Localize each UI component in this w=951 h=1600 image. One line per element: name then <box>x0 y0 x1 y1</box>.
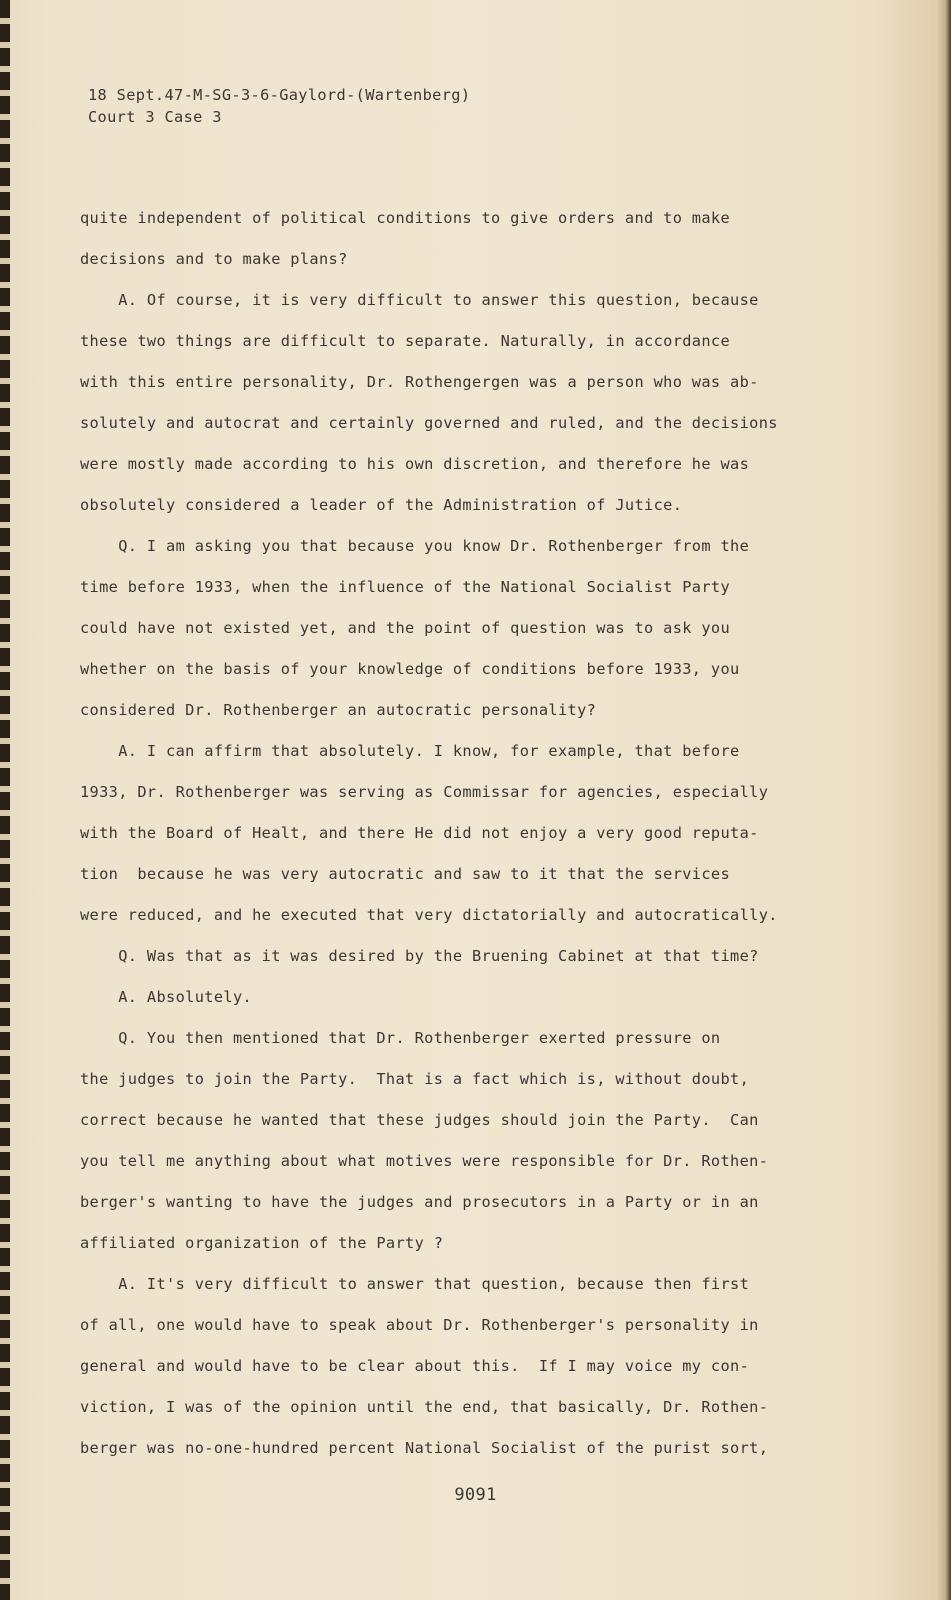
transcript-body <box>80 206 840 1477</box>
text-line: berger was no-one-hundred percent National Socialist of the purist sort, <box>80 1439 769 1457</box>
text-line: A. Of course, it is very difficult to answer this question, because <box>80 291 759 309</box>
text-line: 1933, Dr. Rothenberger was serving as Commissar for agencies, especially <box>80 783 769 801</box>
text-line: affiliated organization of the Party ? <box>80 1234 444 1252</box>
header-line-court: Court 3 Case 3 <box>88 108 222 126</box>
text-line: A. Absolutely. <box>80 988 253 1006</box>
text-line: the judges to join the Party. That is a fact which is, without doubt, <box>80 1070 750 1088</box>
text-line: could have not existed yet, and the point of question was to ask you <box>80 619 731 637</box>
text-line: berger's wanting to have the judges and prosecutors in a Party or in an <box>80 1193 759 1211</box>
text-line: were mostly made according to his own discretion, and therefore he was <box>80 455 750 473</box>
text-line: viction, I was of the opinion until the end, that basically, Dr. Rothen- <box>80 1398 769 1416</box>
binding-strip <box>0 0 10 1600</box>
text-line: Q. I am asking you that because you know Dr. Rothenberger from the <box>80 537 750 555</box>
text-line: of all, one would have to speak about Dr. Rothenberger's personality in <box>80 1316 759 1334</box>
header-line-reference: 18 Sept.47-M-SG-3-6-Gaylord-(Wartenberg) <box>88 86 471 104</box>
page-edge-shadow <box>937 0 951 1600</box>
document-header <box>88 84 470 128</box>
text-line: Q. You then mentioned that Dr. Rothenberger exerted pressure on <box>80 1029 721 1047</box>
text-line: tion because he was very autocratic and saw to it that the services <box>80 865 731 883</box>
text-line: general and would have to be clear about this. If I may voice my con- <box>80 1357 750 1375</box>
text-line: whether on the basis of your knowledge of conditions before 1933, you <box>80 660 740 678</box>
text-line: you tell me anything about what motives were responsible for Dr. Rothen- <box>80 1152 769 1170</box>
text-line: these two things are difficult to separate. Naturally, in accordance <box>80 332 731 350</box>
text-line: solutely and autocrat and certainly governed and ruled, and the decisions <box>80 414 778 432</box>
text-line: Q. Was that as it was desired by the Bruening Cabinet at that time? <box>80 947 759 965</box>
text-line: A. I can affirm that absolutely. I know, for example, that before <box>80 742 740 760</box>
text-line: with this entire personality, Dr. Rothengergen was a person who was ab- <box>80 373 759 391</box>
text-line: decisions and to make plans? <box>80 250 348 268</box>
text-line: with the Board of Healt, and there He did not enjoy a very good reputa- <box>80 824 759 842</box>
page-number: 9091 <box>454 1485 497 1505</box>
text-line: quite independent of political conditions to give orders and to make <box>80 209 731 227</box>
text-line: time before 1933, when the influence of the National Socialist Party <box>80 578 731 596</box>
text-line: A. It's very difficult to answer that question, because then first <box>80 1275 750 1293</box>
text-line: obsolutely considered a leader of the Administration of Jutice. <box>80 496 683 514</box>
text-line: considered Dr. Rothenberger an autocratic personality? <box>80 701 597 719</box>
text-line: correct because he wanted that these judges should join the Party. Can <box>80 1111 759 1129</box>
text-line: were reduced, and he executed that very dictatorially and autocratically. <box>80 906 778 924</box>
